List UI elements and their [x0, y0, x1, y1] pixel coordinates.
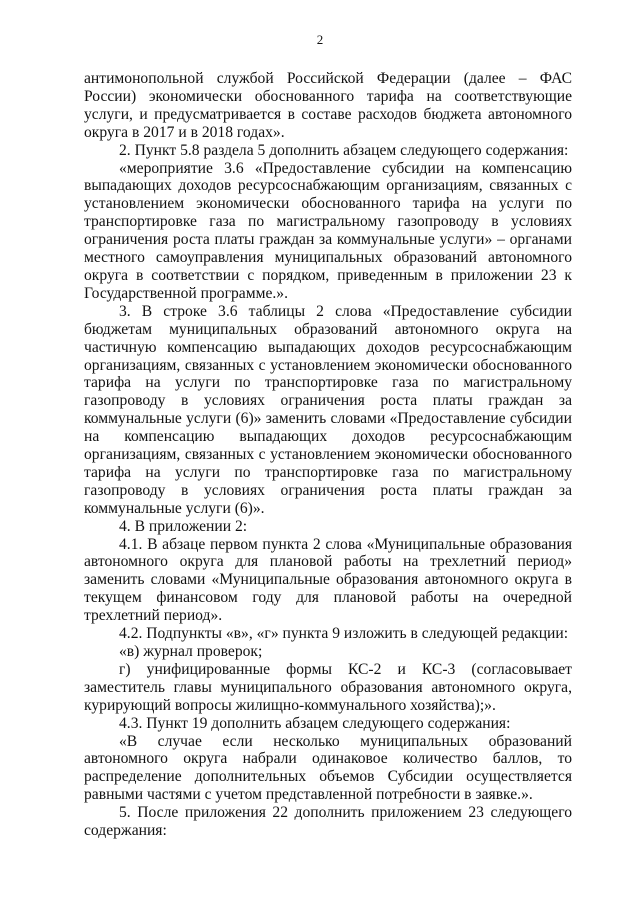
paragraph-item-4-2: 4.2. Подпункты «в», «г» пункта 9 изложить в следующей редакции:: [119, 625, 569, 643]
page-number: 2: [316, 32, 324, 47]
paragraph-item-4-3: 4.3. Пункт 19 дополнить абзацем следующего содержания:: [119, 714, 511, 732]
paragraph-item-4-1: 4.1. В абзаце первом пункта 2 слова «Муниципальные образования автономного округа для плановой работы на трехлетний период» заменить словами «Муниципальные образования автономного округа в текущем финансовом году для плановой работы на очередной трехлетний период».: [84, 535, 572, 625]
paragraph-quote-equal-points: «В случае если несколько муниципальных образований автономного округа набрали одинаковое количество баллов, то распределение дополнительных объемов Субсидии осуществляется равными частями с учетом представленной потребности в заявке.».: [84, 732, 572, 804]
paragraph-item-2: 2. Пункт 5.8 раздела 5 дополнить абзацем следующего содержания:: [119, 141, 569, 159]
paragraph-quote-measure-3-6: «мероприятие 3.6 «Предоставление субсидии на компенсацию выпадающих доходов ресурсоснабжающим организациям, связанных с установлением экономически обоснованного тарифа на услуги по транспортировке газа по магистральному газопроводу в условиях ограничения роста платы граждан за коммунальные услуги» – органами местного самоуправления муниципальных образований автономного округа в соответствии с порядком, приведенным в приложении 23 к Государственной программе.».: [84, 159, 572, 302]
paragraph-subitem-g: г) унифицированные формы КС-2 и КС-3 (согласовывает заместитель главы муниципального образования автономного округа, курирующий вопросы жилищно-коммунального хозяйства);».: [84, 660, 572, 714]
paragraph-item-4: 4. В приложении 2:: [119, 517, 248, 535]
paragraph-continuation: антимонопольной службой Российской Федерации (далее – ФАС России) экономически обоснованного тарифа на соответствующие услуги, и предусматривается в составе расходов бюджета автономного округа в 2017 и в 2018 годах».: [84, 70, 572, 141]
document-body: [84, 70, 572, 840]
paragraph-item-3: 3. В строке 3.6 таблицы 2 слова «Предоставление субсидии бюджетам муниципальных образований автономного округа на частичную компенсацию выпадающих доходов ресурсоснабжающим организациям, связанных с установлением экономически обоснованного тарифа на услуги по транспортировке газа по магистральному газопроводу в условиях ограничения роста платы граждан за коммунальные услуги (6)» заменить словами «Предоставление субсидии на компенсацию выпадающих доходов ресурсоснабжающим организациям, связанных с установлением экономически обоснованного тарифа на услуги по транспортировке газа по магистральному газопроводу в условиях ограничения роста платы граждан за коммунальные услуги (6)».: [84, 302, 572, 517]
paragraph-subitem-v: «в) журнал проверок;: [119, 643, 263, 660]
paragraph-item-5: 5. После приложения 22 дополнить приложением 23 следующего содержания:: [84, 804, 572, 840]
